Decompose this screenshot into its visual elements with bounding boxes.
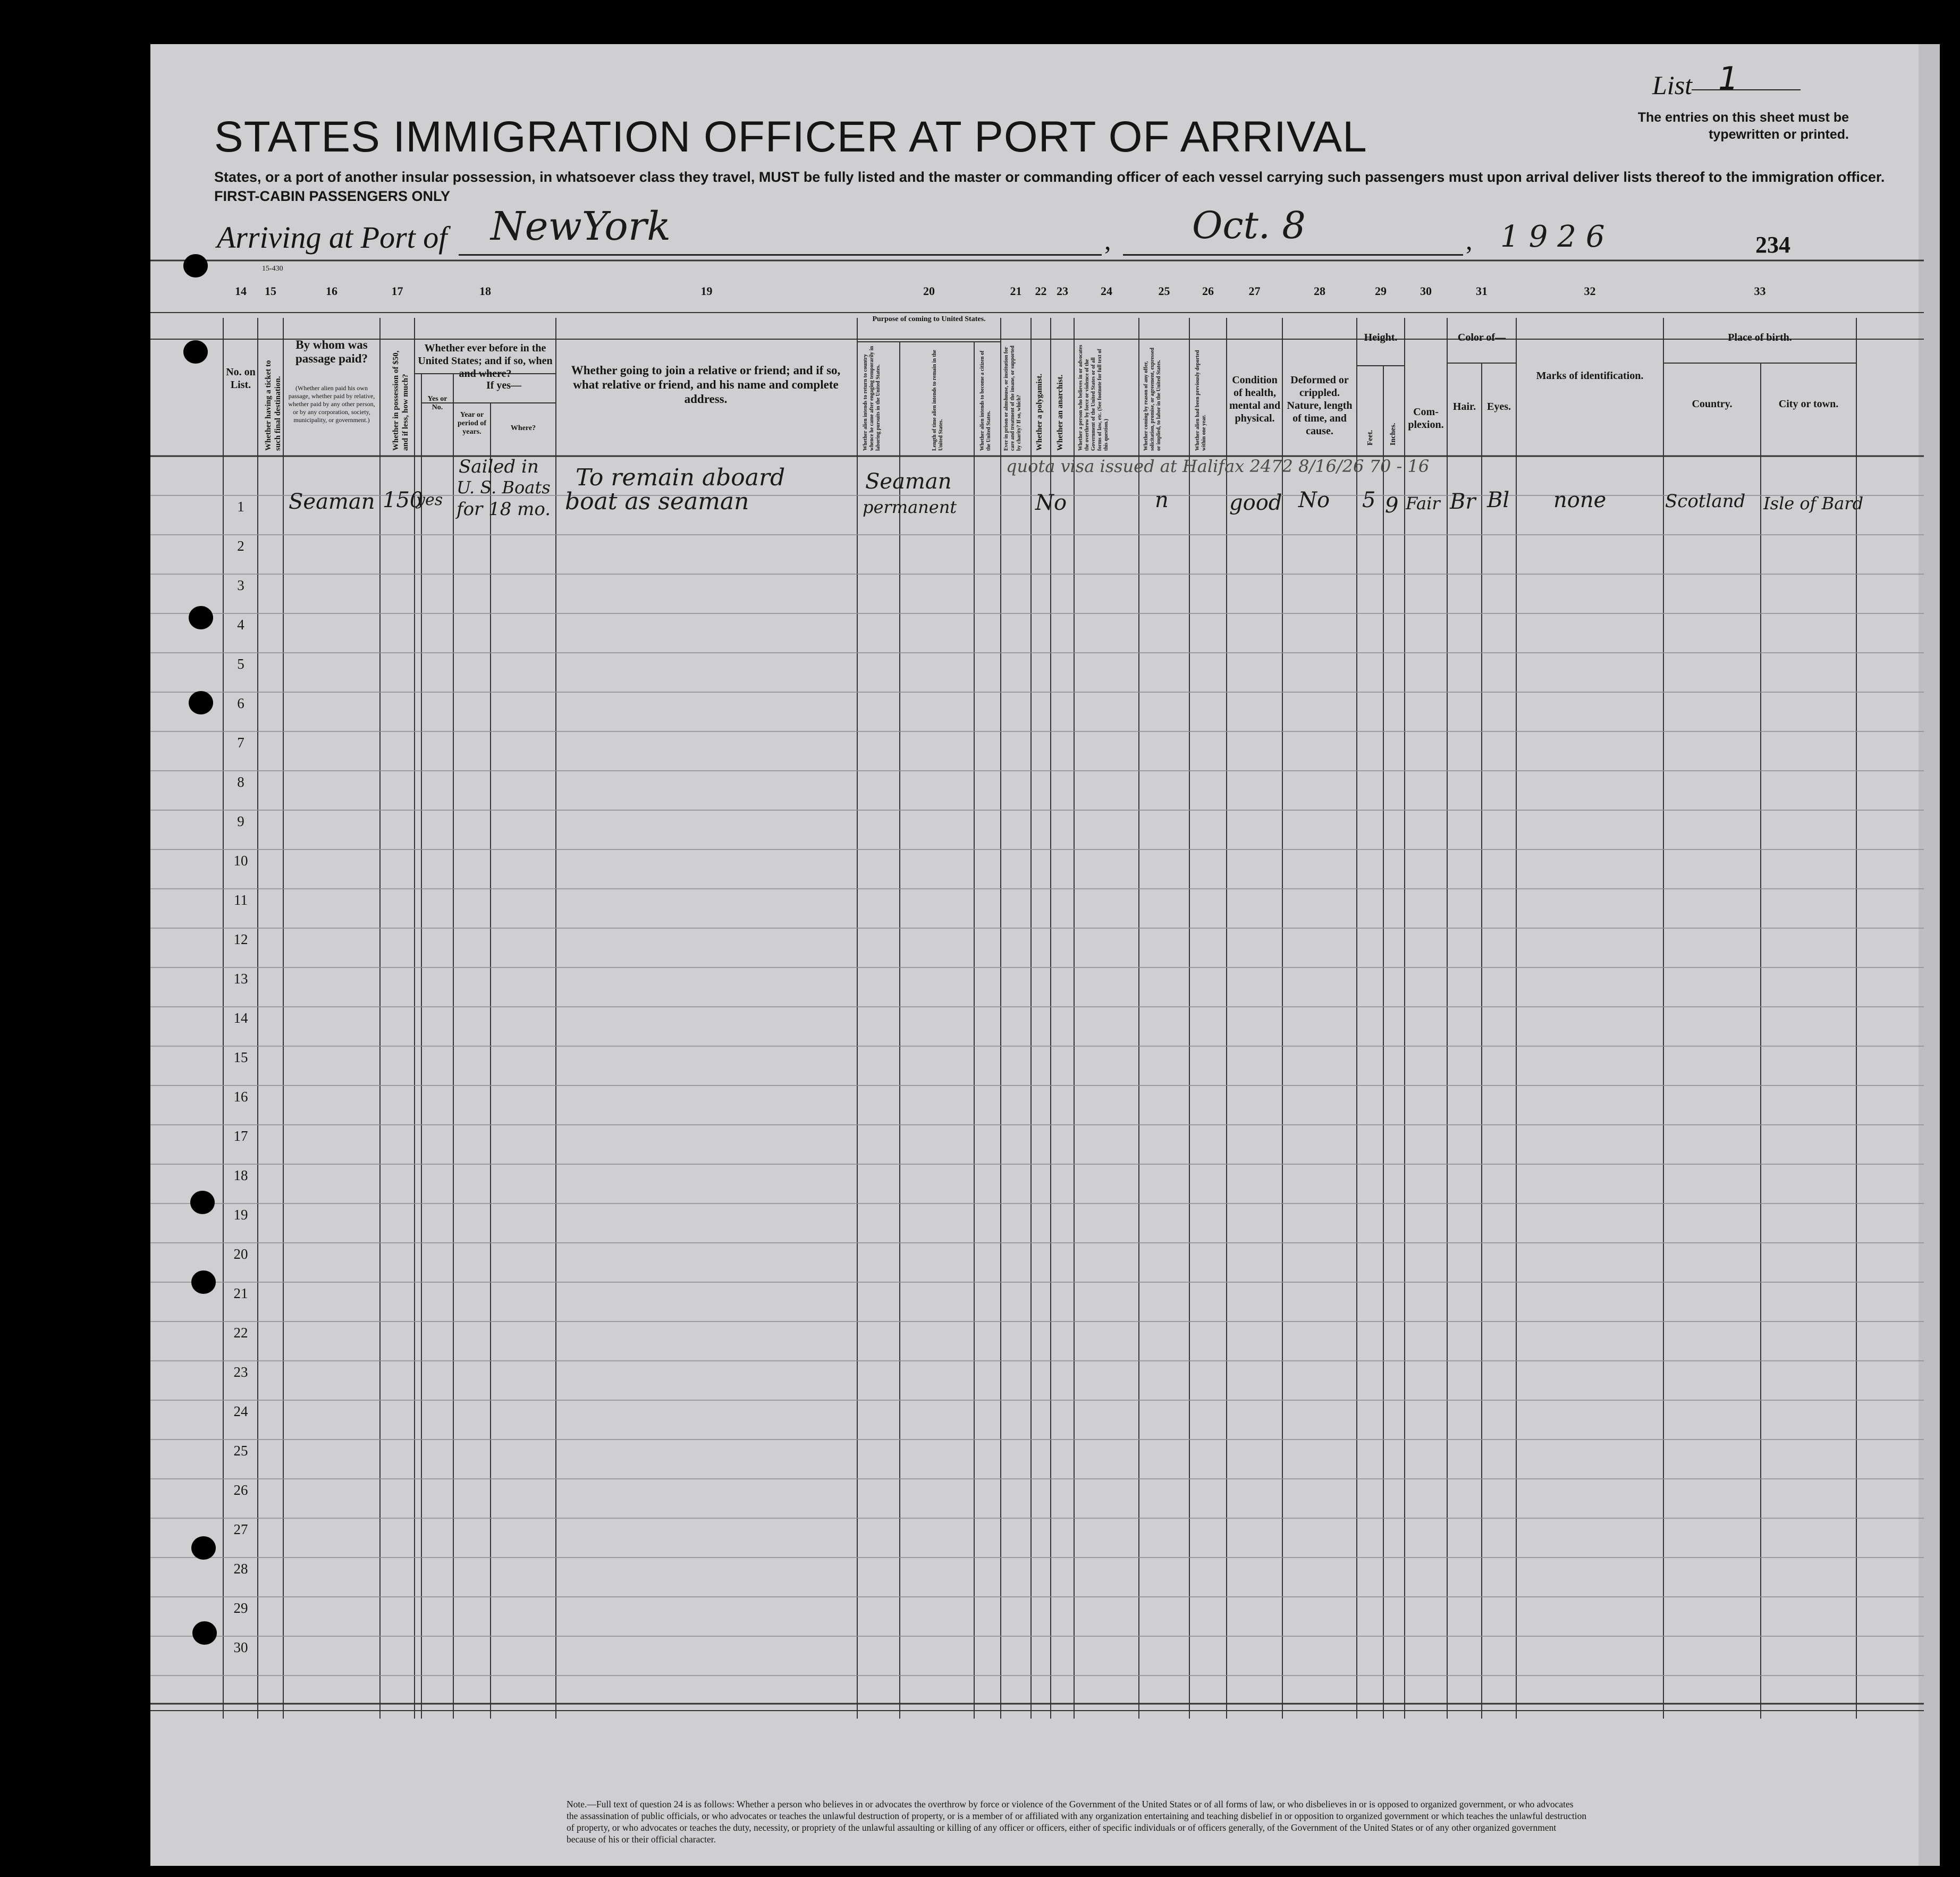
hdr-offer-labor: Whether coming by reason of any offer, solicitation, promise, or agreement, expressed or implied, to labor in the United States. xyxy=(1143,348,1162,451)
entry-eyes: Bl xyxy=(1487,488,1510,512)
typewritten-note: The entries on this sheet must be typewritten or printed. xyxy=(1637,110,1849,142)
row-number: 14 xyxy=(233,1010,248,1026)
row-number: 20 xyxy=(233,1246,248,1262)
entry-purpose-line1: Seaman xyxy=(865,469,952,494)
hdr-anarchist: Whether an anarchist. xyxy=(1056,374,1065,451)
hdr-color-of: Color of— xyxy=(1457,332,1506,343)
row-number: 16 xyxy=(233,1089,248,1105)
hdr-deformed: Deformed or crippled. Nature, length of time, and cause. xyxy=(1287,374,1353,437)
row-number: 15 xyxy=(233,1049,248,1065)
hdr-prison: Ever in prison or almshouse, or institution for care and treatment of the insane, or supported by charity? If so, which? xyxy=(1003,346,1022,451)
hdr-where: Where? xyxy=(510,424,536,432)
entry-marks: none xyxy=(1553,488,1607,512)
row-number: 23 xyxy=(233,1364,248,1380)
entry-health: good xyxy=(1229,491,1282,515)
entry-deformed: No xyxy=(1298,488,1330,512)
arriving-label: Arriving at Port of xyxy=(217,220,447,255)
entry-purpose-line2: permanent xyxy=(863,497,957,517)
row-number: 24 xyxy=(233,1403,248,1419)
row-number: 25 xyxy=(233,1443,248,1459)
punch-hole xyxy=(183,254,208,277)
hdr-overthrow: Whether a person who believes in or advocates the overthrow by force or violence of the Government of the United States or of all forms of law, etc. (See footnote for full text of this question.) xyxy=(1078,344,1109,451)
row-number: 10 xyxy=(233,853,248,869)
row-number: 29 xyxy=(233,1600,248,1616)
col-num-17: 17 xyxy=(391,284,403,298)
col-num-24: 24 xyxy=(1101,284,1112,298)
hdr-inches: Inches. xyxy=(1389,423,1397,445)
entry-before-line1: Sailed in xyxy=(459,456,539,477)
col-num-30: 30 xyxy=(1420,284,1432,298)
hdr-purpose: Purpose of coming to United States. xyxy=(872,315,986,323)
row-number: 27 xyxy=(233,1521,248,1537)
comma-1: , xyxy=(1104,225,1111,255)
list-label: List xyxy=(1652,70,1693,100)
entry-paid-by: Seaman xyxy=(289,490,375,514)
row-number: 11 xyxy=(234,892,248,908)
hdr-city: City or town. xyxy=(1778,398,1839,410)
entry-inches: 9 xyxy=(1385,493,1399,518)
punch-hole xyxy=(190,1191,215,1214)
row-number: 5 xyxy=(237,656,244,672)
hdr-ticket: Whether having a ticket to such final destination. xyxy=(264,360,282,451)
hdr-place-of-birth: Place of birth. xyxy=(1728,332,1792,343)
punch-hole xyxy=(189,691,213,714)
col-num-29: 29 xyxy=(1375,284,1387,298)
entry-before-line3: for 18 mo. xyxy=(457,499,551,520)
col-num-14: 14 xyxy=(235,284,247,298)
footnote-question-24: Note.—Full text of question 24 is as follows: Whether a person who believes in or advocates the overthrow by force or violence of the Government of the United States or of all forms of law, or who disbelieves in or is opposed to organized government, or who advocates the assassination of public officials, or who advocates or teaches the unlawful destruction of property, or is a member of or affiliated with any organization entertaining and teaching disbelief in or opposition to organized government or which teaches the unlawful destruction of property, or who advocates or teaches the duty, necessity, or propriety of the unlawful assaulting or killing of any officer or officers, either of specific individuals or of officers generally, of the Government of the United States or of any other organized government because of his or their official character. xyxy=(567,1799,1587,1845)
col-num-26: 26 xyxy=(1202,284,1214,298)
row-number: 18 xyxy=(233,1167,248,1183)
hdr-passage-note: (Whether alien paid his own passage, whether paid by relative, whether paid by any other person, or by any corporation, society, municipality, or government.) xyxy=(288,384,375,424)
hdr-join-relative: Whether going to join a relative or friend; and if so, what relative or friend, and his name and complete address. xyxy=(571,364,841,406)
row-number: 22 xyxy=(233,1325,248,1341)
hdr-polygamist: Whether a polygamist. xyxy=(1035,373,1044,451)
punch-hole xyxy=(192,1621,217,1645)
hdr-citizen: Whether alien intends to become a citizen of the United States. xyxy=(979,350,992,451)
punch-hole xyxy=(191,1536,216,1560)
hdr-year: Year or period of years. xyxy=(457,411,487,436)
col-num-15: 15 xyxy=(265,284,276,298)
col-num-16: 16 xyxy=(326,284,337,298)
hdr-eyes: Eyes. xyxy=(1487,401,1511,413)
row-number: 6 xyxy=(237,695,244,711)
hdr-marks: Marks of identification. xyxy=(1536,370,1644,382)
punch-hole xyxy=(183,340,208,364)
form-code: 15-430 xyxy=(262,265,283,273)
row-number: 17 xyxy=(233,1128,248,1144)
row-number: 26 xyxy=(233,1482,248,1498)
hdr-before-in-us: Whether ever before in the United States; and if so, when and where? xyxy=(418,342,553,380)
row-number: 13 xyxy=(233,971,248,987)
entry-complexion: Fair xyxy=(1406,493,1440,514)
col-num-22: 22 xyxy=(1035,284,1047,298)
hdr-return-country: Whether alien intends to return to country whence he came after engaging temporarily in laboring pursuits in the United States. xyxy=(863,346,881,451)
row-number: 4 xyxy=(237,617,244,633)
list-value: 1 xyxy=(1718,60,1739,97)
row-number: 9 xyxy=(237,813,244,829)
row-number: 19 xyxy=(233,1207,248,1223)
col-num-33: 33 xyxy=(1754,284,1766,298)
entry-money: 150 xyxy=(383,488,424,512)
col-num-31: 31 xyxy=(1476,284,1488,298)
hdr-hair: Hair. xyxy=(1452,401,1476,413)
entry-polygamist: No xyxy=(1035,491,1067,515)
hdr-if-yes: If yes— xyxy=(486,380,522,391)
hdr-length-of-stay: Length of time alien intends to remain in the United States. xyxy=(932,350,944,451)
punch-hole xyxy=(191,1270,216,1294)
col-num-32: 32 xyxy=(1584,284,1596,298)
hdr-country: Country. xyxy=(1692,398,1733,410)
entry-join-line2: boat as seaman xyxy=(565,488,749,515)
col-num-25: 25 xyxy=(1158,284,1170,298)
hdr-feet: Feet. xyxy=(1366,430,1374,445)
row-number: 21 xyxy=(233,1285,248,1301)
hdr-health: Condition of health, mental and physical. xyxy=(1229,374,1281,424)
row-number: 1 xyxy=(237,499,244,515)
entry-offer: n xyxy=(1155,488,1169,512)
hdr-height: Height. xyxy=(1364,332,1398,343)
entry-before-line2: U. S. Boats xyxy=(457,477,551,498)
row-number: 12 xyxy=(233,931,248,947)
col-num-28: 28 xyxy=(1314,284,1325,298)
row-number: 8 xyxy=(237,774,244,790)
entry-city: Isle of Bard xyxy=(1763,493,1864,514)
entry-hair: Br xyxy=(1450,490,1476,514)
manifest-sheet xyxy=(150,44,1924,1866)
date-value: Oct. 8 xyxy=(1192,204,1306,247)
entry-visa-note: quota visa issued at Halifax 2472 8/16/26 70 - 16 xyxy=(1006,456,1430,476)
intro-paragraph: States, or a port of another insular possession, in whatsoever class they travel, MUST be fully listed and the master or commanding officer of each vessel carrying such passengers must upon arrival deliver lists thereof to the immigration officer. xyxy=(214,169,1885,185)
row-number: 28 xyxy=(233,1561,248,1577)
row-number: 2 xyxy=(237,538,244,554)
entry-feet: 5 xyxy=(1362,488,1376,512)
row-number: 7 xyxy=(237,735,244,751)
comma-2: , xyxy=(1466,225,1473,255)
page-title: STATES IMMIGRATION OFFICER AT PORT OF ARRIVAL xyxy=(214,113,1367,161)
col-num-27: 27 xyxy=(1248,284,1261,298)
col-num-20: 20 xyxy=(923,284,935,298)
punch-hole xyxy=(189,606,213,629)
hdr-complexion: Com-plexion. xyxy=(1408,406,1444,431)
year-value: 1926 xyxy=(1500,220,1615,254)
entry-join-line1: To remain aboard xyxy=(576,464,785,491)
col-num-23: 23 xyxy=(1057,284,1068,298)
port-value: NewYork xyxy=(491,204,671,249)
page-number: 234 xyxy=(1755,232,1790,258)
hdr-deported: Whether alien had been previously deported within one year. xyxy=(1195,350,1207,451)
hdr-money: Whether in possession of $50, and if less, how much? xyxy=(392,350,410,451)
col-num-21: 21 xyxy=(1010,284,1022,298)
entry-country: Scotland xyxy=(1665,491,1746,512)
col-num-19: 19 xyxy=(700,284,713,298)
hdr-no-on-list: No. on List. xyxy=(226,366,256,391)
entry-before-yes: yes xyxy=(416,491,443,509)
class-note: FIRST-CABIN PASSENGERS ONLY xyxy=(214,188,451,204)
row-number: 3 xyxy=(237,577,244,593)
col-num-18: 18 xyxy=(479,284,491,298)
hdr-yes-or-no: Yes or No. xyxy=(427,395,447,411)
manifest-grid xyxy=(150,44,1924,1866)
row-number: 30 xyxy=(233,1639,248,1655)
hdr-passage-paid: By whom was passage paid? xyxy=(295,338,368,365)
